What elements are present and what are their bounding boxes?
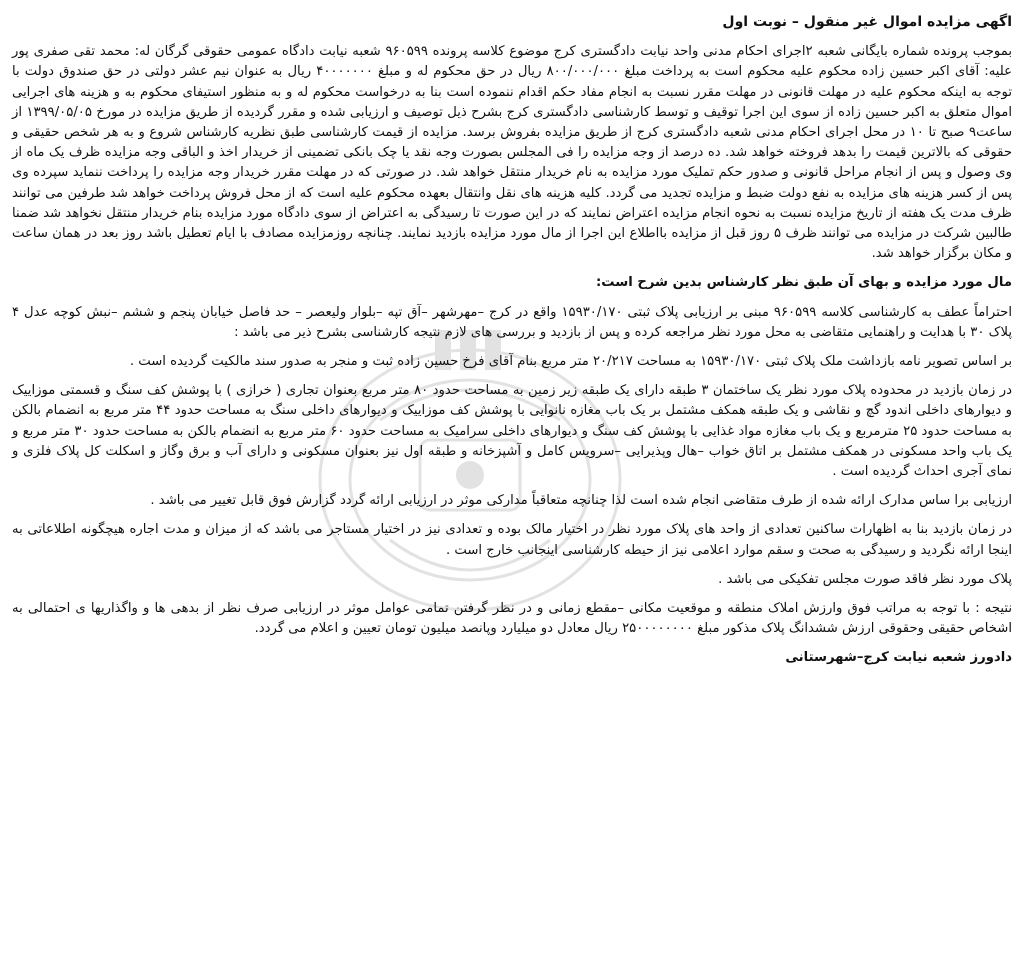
signature: دادورز شعبه نیابت کرج–شهرستانی — [785, 650, 1012, 666]
valuation-result: نتیجه : با توجه به مراتب فوق وارزش املاک منطقه و موقعیت مکانی –مقطع زمانی و در نظر گرفتن تمامی عوامل موثر در ارزیابی صرف نظر از بدهی ها و واگذاریها ی احتمالی به اشخاص حقیقی وحقوقی ارزش ششدانگ پلاک مذکور مبلغ ۲۵۰۰۰۰۰۰۰۰ ریال معادل دو میلیارد وپانصد میلیون تومان تعیین و اعلام می گردد. — [12, 601, 1012, 637]
building-description: در زمان بازدید در محدوده پلاک مورد نظر یک ساختمان ۳ طبقه دارای یک طبقه زیر زمین به مساحت حدود ۸۰ متر مربع بعنوان تجاری ( خرازی ) با پوشش کف سنگ و قسمتی موزاییک و دیوارهای داخلی اندود گچ و نقاشی و یک طبقه همکف مشتمل بر یک باب مغازه نانوایی با پوشش کف موزاییک و دیوارهای داخلی سنگ به مساحت حدود ۴۴ متر مربع به انضمام بالکن به مساحت حدود ۲۵ مترمربع و یک باب مغازه مواد غذایی با پوشش کف سنگ و دیوارهای داخلی سرامیک به مساحت حدود ۶۰ متر مربع به انضمام بالکن به مساحت حدود ۳۰ متر مربع و یک باب واحد مسکونی در همکف مشتمل بر اتاق خواب –هال وپذیرایی –سرویس کامل و آشپزخانه و طبقه اول نیز بعنوان مسکونی و دارای آب و برق وگاز و اسکلت کل پلاک فلزی و نمای آجری احداث گردیده است . — [12, 383, 1012, 480]
valuation-note: ارزیابی برا ساس مدارک ارائه شده از طرف متقاضی انجام شده است لذا چنانچه متعاقباً مدارکی موثر در ارزیابی ارائه گردد گزارش فوق قابل تغییر می باشد . — [150, 493, 1012, 509]
property-registration: بر اساس تصویر نامه بازداشت ملک پلاک ثبتی ۱۵۹۳۰/۱۷۰ به مساحت ۲۰/۲۱۷ متر مربع بنام آقای فرخ حسین زاده ثبت و منجر به صدور سند مالکیت گردیده است . — [129, 354, 1012, 370]
tenancy-note: در زمان بازدید بنا به اظهارات ساکنین تعدادی از واحد های پلاک مورد نظر در اختیار مالک بوده و تعدادی نیز در اختیار مستاجر می باشد که از میزان و مدت اجاره هیچگونه اطلاعاتی به اینجا ارائه نگردید و رسیدگی به صحت و سقم موارد اعلامی نیز از حیطه کارشناسی اینجانب خارج است . — [12, 522, 1012, 558]
notice-intro: بموجب پرونده شماره بایگانی شعبه ۲اجرای احکام مدنی واحد نیابت دادگستری کرج موضوع کلاسه پرونده ۹۶۰۵۹۹ شعبه نیابت دادگاه عمومی حقوقی گرگان له: محمد تقی صفری پور علیه: آقای اکبر حسین زاده محکوم علیه محکوم است به پرداخت مبلغ ۸۰۰/۰۰۰/۰۰۰ ریال در حق محکوم له و مبلغ ۴۰۰۰۰۰۰۰ ریال به عنوان نیم عشر دولتی در حق صندوق دولت با توجه به اینکه محکوم علیه در مهلت قانونی در مهلت مقرر نسبت به انجام مفاد حکم اقدام ننموده است بنا به درخواست محکوم له و به منظور استیفای محکوم به و هزینه های اجرایی اموال متعلق به اکبر حسین زاده از سوی این اجرا توقیف و توسط کارشناسی دادگستری کرج بشرح ذیل توصیف و ارزیابی شده و مقرر گردیده از طریق مزایده در مورخ ۱۳۹۹/۰۵/۰۵ از ساعت۹ صبح تا ۱۰ در محل اجرای احکام مدنی شعبه دادگستری کرج از طریق مزایده بفروش برسد. مزایده از قیمت کارشناسی طبق نظریه کارشناس شروع و به هر شخص حقیقی و حقوقی که بالاترین قیمت را بدهد فروخته خواهد شد. ده درصد از وجه مزایده را فی المجلس بصورت وجه نقد یا چک بانکی تضمینی از خریدار اخذ و الباقی وجه مزایده ظرف یک ماه از وی وصول و پس از انجام مراحل قانونی و صدور حکم تملیک مورد مزایده به نام خریدار منتقل خواهد شد. در صورتی که در مهلت مقرر خریدار وجه مزایده را پرداخت ننماید سپرده وی پس از کسر هزینه های مزایده به نفع دولت ضبط و مزایده تجدید می گردد. کلیه هزینه های نقل وانتقال بعهده محکوم علیه است که از محل فروش پرداخت خواهد شد طرفین می توانند ظرف مدت یک هفته از تاریخ مزایده نسبت به نحوه انجام مزایده اعتراض نمایند که در این صورت تا رسیدگی به اعتراض از سوی دادگاه مورد مزایده بنام خریدار منتقل نخواهد شد ضمنا طالبین شرکت در مزایده می توانند ظرف ۵ روز قبل از مزایده بااطلاع این اجرا از مال مورد مزایده بازدید نمایند. چنانچه روزمزایده مصادف با ایام تعطیل باشد روز بعد در همان ساعت و مکان برگزار خواهد شد. — [12, 44, 1013, 262]
section-heading: مال مورد مزایده و بهای آن طبق نظر کارشناس بدین شرح است: — [596, 275, 1012, 291]
subdivision-note: پلاک مورد نظر فاقد صورت مجلس تفکیکی می باشد . — [718, 571, 1012, 587]
notice-title: اگهی مزایده اموال غیر منقول – نوبت اول — [722, 14, 1012, 30]
expert-report-intro: احتراماً عطف به کارشناسی کلاسه ۹۶۰۵۹۹ مبنی بر ارزیابی پلاک ثبتی ۱۵۹۳۰/۱۷۰ واقع در کرج –مهرشهر –آق تپه –بلوار ولیعصر – حد فاصل خیابان پنجم و ششم –نبش کوچه عدل ۴ پلاک ۳۰ با هدایت و راهنمایی متقاضی به محل مورد نظر مراجعه کرده و پس از بازدید و بررسی های لازم نتیجه کارشناسی بشرح ذیر می باشد : — [12, 304, 1012, 340]
